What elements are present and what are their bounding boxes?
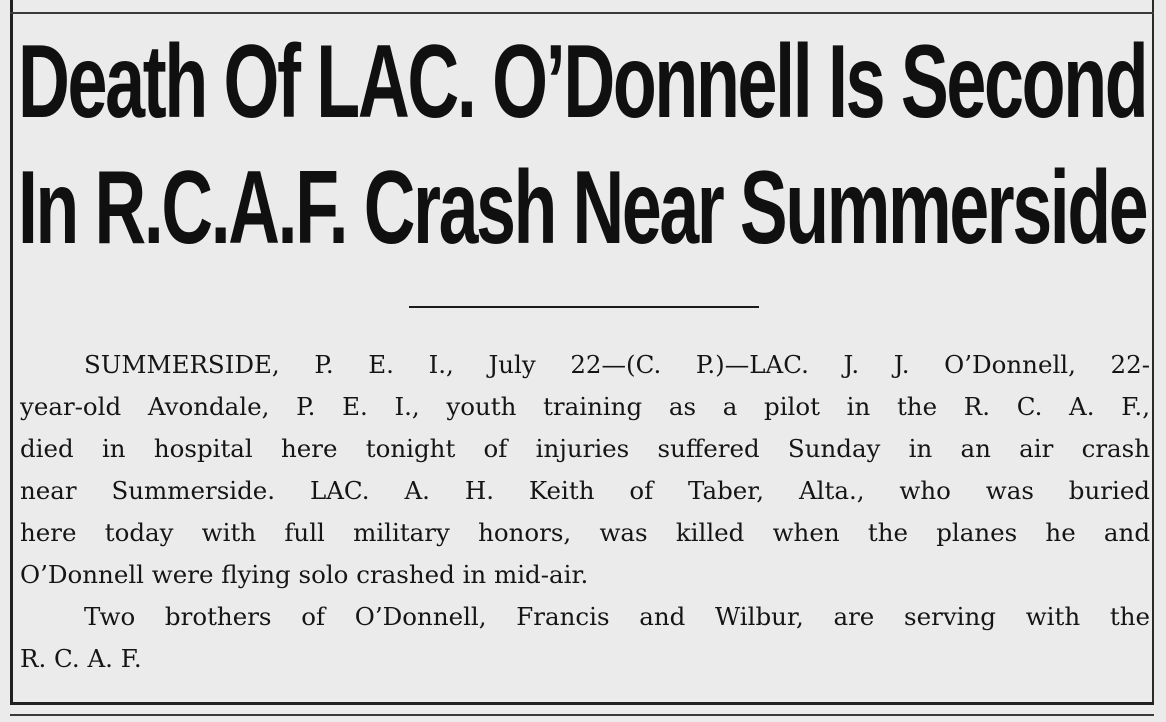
- frame-right-border: [1152, 0, 1154, 704]
- paragraph-1-line-1: SUMMERSIDE, P. E. I., July 22—(C. P.)—LAC. J. J. O’Donnell, 22-: [84, 350, 1150, 379]
- frame-top-border: [10, 12, 1154, 14]
- article-body: [20, 344, 1150, 680]
- paragraph-1-line-4: near Summerside. LAC. A. H. Keith of Taber, Alta., who was buried: [20, 476, 1150, 505]
- paragraph-2-line-1: Two brothers of O’Donnell, Francis and Wilbur, are serving with the: [84, 602, 1150, 631]
- paragraph-1-line-2: year-old Avondale, P. E. I., youth training as a pilot in the R. C. A. F.,: [20, 392, 1150, 421]
- paragraph-1-line-5: here today with full military honors, was killed when the planes he and: [20, 518, 1150, 547]
- frame-left-border: [10, 0, 13, 704]
- headline-line-1: Death Of LAC. O’Donnell Is Second: [18, 24, 1147, 140]
- frame-bottom-border: [10, 702, 1154, 705]
- paragraph-2-line-2: R. C. A. F.: [20, 644, 142, 673]
- headline-line-2: In R.C.A.F. Crash Near Summerside: [18, 150, 1147, 266]
- paragraph-1-line-6: O’Donnell were flying solo crashed in mid-air.: [20, 560, 589, 589]
- paragraph-1-line-3: died in hospital here tonight of injuries suffered Sunday in an air crash: [20, 434, 1150, 463]
- headline-divider-rule: [409, 306, 759, 308]
- frame-bottom-rule: [10, 714, 1154, 716]
